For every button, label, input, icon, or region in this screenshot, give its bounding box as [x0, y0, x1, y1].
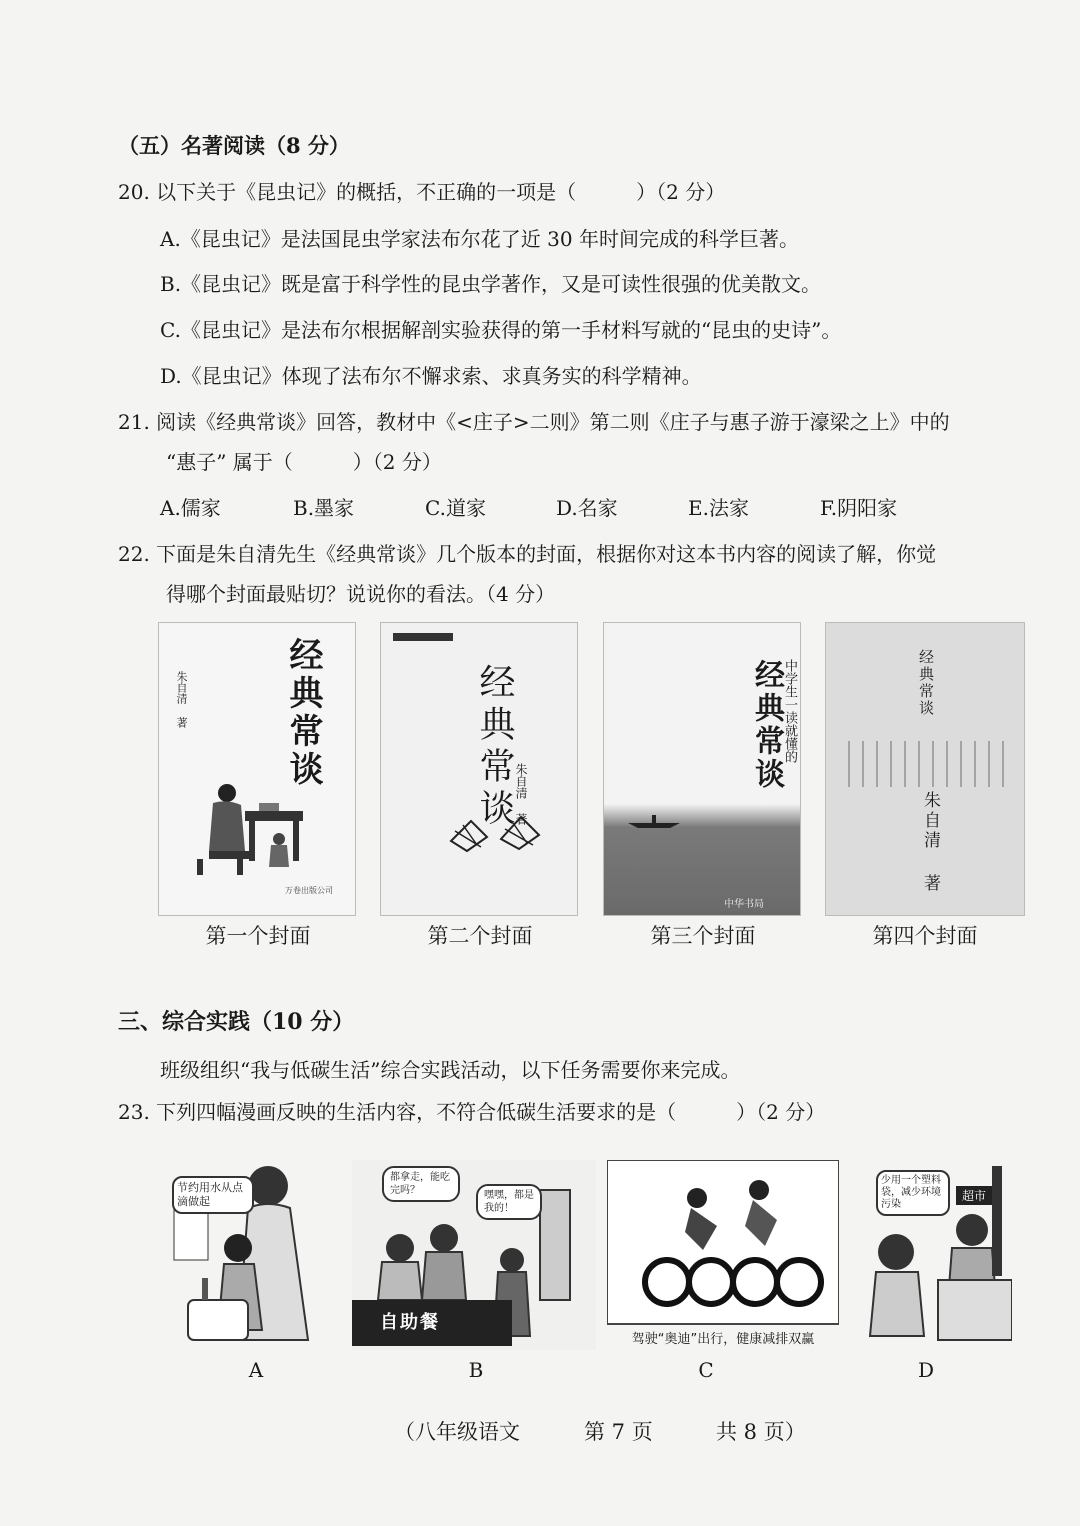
book-cover-2: [380, 622, 578, 916]
cartoon-c-label: C: [698, 1358, 714, 1382]
cartoon-b-bubble-1: 都拿走，能吃完吗？: [382, 1166, 460, 1202]
cover-3-title: 经典常谈: [749, 659, 784, 791]
q21-option-f: F.阴阳家: [820, 496, 898, 520]
q21-option-d: D.名家: [556, 496, 618, 520]
cover-4-title: 经典常谈: [917, 649, 935, 717]
section-heading-3: 三、综合实践（10 分）: [118, 1009, 355, 1035]
q21-option-c: C.道家: [425, 496, 486, 520]
cover-3-subtitle: 中学生一读就懂的: [782, 659, 797, 763]
q20-option-d: D.《昆虫记》体现了法布尔不懈求索、求真务实的科学精神。: [160, 364, 702, 388]
footer-subject: （八年级语文: [394, 1420, 520, 1444]
book-cover-4: [825, 622, 1025, 916]
cartoon-d-supermarket: [852, 1160, 1012, 1350]
cover-2-title: 经典常谈: [474, 663, 515, 831]
cover-2-author: 朱自清 著: [514, 763, 528, 825]
cover-2-series-band: [393, 633, 453, 641]
cover-2-caption: 第二个封面: [427, 924, 533, 948]
cover-1-caption: 第一个封面: [205, 924, 311, 948]
cartoon-d-label: D: [917, 1358, 935, 1382]
cartoon-a-water-saving: [168, 1160, 348, 1350]
cover-3-caption: 第三个封面: [650, 924, 756, 948]
cartoon-a-label: A: [248, 1358, 264, 1382]
cover-1-author: 朱自清 著: [175, 671, 188, 728]
q21-option-a: A.儒家: [160, 496, 221, 520]
section-heading: （五）名著阅读（8 分）: [118, 133, 350, 158]
boat-icon: [624, 813, 684, 829]
cartoon-b-buffet-sign: 自助餐: [380, 1312, 440, 1333]
cover-1-publisher: 万卷出版公司: [285, 886, 333, 895]
cartoon-b-buffet: [352, 1160, 596, 1350]
cartoon-a-speech-bubble: 节约用水从点滴做起: [172, 1176, 254, 1214]
cover-4-table-of-contents: [848, 741, 1004, 787]
section-3-intro: 班级组织“我与低碳生活”综合实践活动，以下任务需要你来完成。: [160, 1058, 741, 1082]
cover-4-caption: 第四个封面: [872, 924, 978, 948]
question-20-stem: 20. 以下关于《昆虫记》的概括，不正确的一项是（ ）（2 分）: [118, 180, 726, 204]
question-21-stem-line1: 21. 阅读《经典常谈》回答，教材中《<庄子>二则》第二则《庄子与惠子游于濠梁之上》中的: [118, 410, 950, 434]
q21-option-b: B.墨家: [293, 496, 355, 520]
cartoon-d-store-sign: 超市: [956, 1186, 992, 1205]
q21-option-e: E.法家: [688, 496, 749, 520]
chairs-illustration: [441, 801, 551, 853]
q20-option-a: A.《昆虫记》是法国昆虫学家法布尔花了近 30 年时间完成的科学巨著。: [160, 227, 799, 251]
question-21-stem-line2: “惠子” 属于（ ）（2 分）: [166, 450, 442, 474]
cartoon-d-speech-bubble: 少用一个塑料袋，减少环境污染: [876, 1170, 950, 1216]
question-22-stem-line1: 22. 下面是朱自清先生《经典常谈》几个版本的封面，根据你对这本书内容的阅读了解，你觉: [118, 542, 937, 566]
q20-option-c: C.《昆虫记》是法布尔根据解剖实验获得的第一手材料写就的“昆虫的史诗”。: [160, 318, 842, 342]
cartoon-c-cycling: [607, 1160, 839, 1350]
cover-3-publisher: 中华书局: [724, 899, 764, 910]
cover-1-title: 经典常谈: [283, 637, 323, 789]
cartoon-b-bubble-2: 嘿嘿，都是我的！: [476, 1184, 542, 1220]
question-22-stem-line2: 得哪个封面最贴切？说说你的看法。（4 分）: [166, 582, 556, 606]
footer-total-pages: 共 8 页）: [716, 1420, 806, 1444]
book-cover-3: [603, 622, 801, 916]
footer-page-number: 第 7 页: [584, 1420, 653, 1444]
q20-option-b: B.《昆虫记》既是富于科学性的昆虫学著作，又是可读性很强的优美散文。: [160, 272, 822, 296]
cartoon-c-caption: 驾驶“奥迪”出行，健康减排双赢: [631, 1332, 815, 1347]
scholar-at-desk-illustration: [189, 781, 309, 877]
book-cover-1: [158, 622, 356, 916]
question-23-stem: 23. 下列四幅漫画反映的生活内容，不符合低碳生活要求的是（ ）（2 分）: [118, 1100, 826, 1124]
cover-4-author: 朱自清 著: [920, 791, 940, 894]
cartoon-b-label: B: [468, 1358, 484, 1382]
